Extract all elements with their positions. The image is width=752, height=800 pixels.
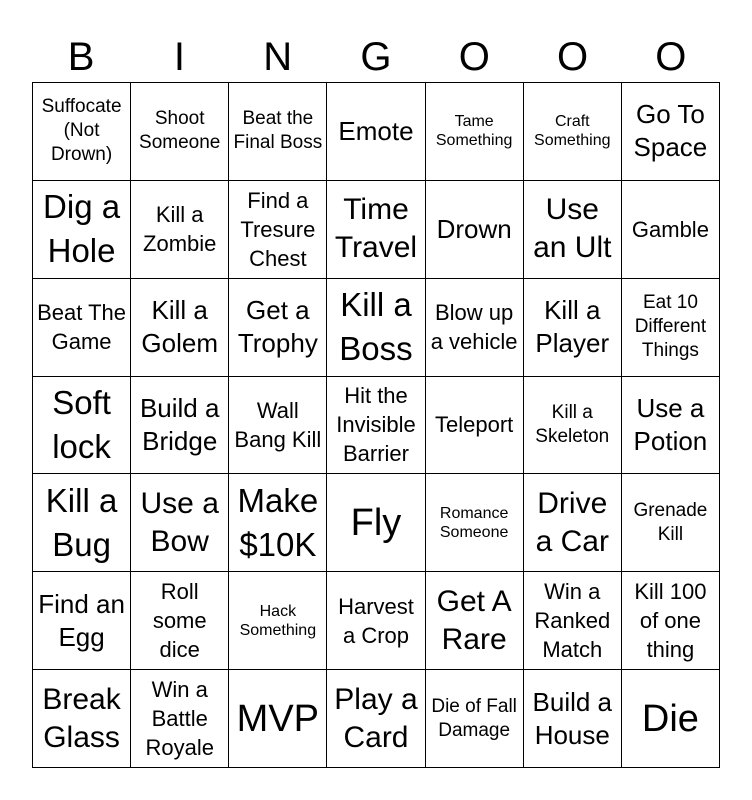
cell-label: Kill a Bug	[45, 481, 118, 563]
bingo-header	[32, 32, 720, 82]
bingo-cell[interactable]	[229, 474, 327, 572]
bingo-cell[interactable]	[622, 572, 720, 670]
cell-label: Get A Rare	[436, 584, 512, 656]
cell-label: Eat 10 Different Things	[634, 292, 707, 362]
bingo-grid	[32, 82, 720, 768]
bingo-cell[interactable]	[33, 83, 131, 181]
bingo-cell[interactable]	[229, 279, 327, 377]
bingo-cell[interactable]	[131, 181, 229, 279]
cell-label: Find a Tresure Chest	[240, 187, 316, 271]
header-letter-o-1: O	[458, 35, 490, 79]
header-letter-b: B	[67, 35, 95, 79]
header-letter-n: N	[263, 35, 293, 79]
cell-label: Use an Ult	[533, 193, 612, 265]
cell-label: Beat The Game	[37, 300, 127, 355]
cell-label: Use a Potion	[633, 392, 708, 456]
bingo-cell[interactable]	[131, 572, 229, 670]
cell-label: Drive a Car	[535, 486, 609, 558]
cell-label: MVP	[236, 697, 320, 740]
cell-label: Die of Fall Damage	[431, 695, 517, 741]
bingo-cell[interactable]	[524, 377, 622, 475]
cell-label: Shoot Someone	[139, 108, 221, 154]
bingo-cell[interactable]	[327, 670, 425, 768]
bingo-cell[interactable]	[426, 83, 524, 181]
cell-label: Kill a Zombie	[143, 202, 217, 257]
cell-label: Win a Ranked Match	[534, 579, 611, 663]
bingo-cell[interactable]	[524, 279, 622, 377]
bingo-cell[interactable]	[524, 474, 622, 572]
cell-label: Build a Bridge	[139, 392, 220, 456]
cell-label: Fly	[350, 501, 402, 544]
bingo-cell[interactable]	[327, 572, 425, 670]
cell-label: Build a House	[532, 686, 613, 750]
cell-label: Suffocate (Not Drown)	[41, 96, 122, 166]
bingo-cell[interactable]	[524, 181, 622, 279]
bingo-cell[interactable]	[622, 279, 720, 377]
bingo-cell[interactable]	[622, 670, 720, 768]
bingo-cell[interactable]	[33, 181, 131, 279]
cell-label: Roll some dice	[152, 579, 207, 663]
bingo-cell[interactable]	[229, 572, 327, 670]
bingo-cell[interactable]	[524, 83, 622, 181]
cell-label: Kill a Boss	[339, 286, 413, 368]
bingo-cell[interactable]	[327, 83, 425, 181]
cell-label: Use a Bow	[140, 486, 219, 558]
cell-label: Wall Bang Kill	[234, 397, 322, 452]
cell-label: Hit the Invisible Barrier	[336, 383, 416, 467]
bingo-cell[interactable]	[229, 670, 327, 768]
cell-label: Tame Something	[435, 113, 513, 150]
header-letter-i: I	[173, 35, 185, 79]
bingo-cell[interactable]	[622, 474, 720, 572]
bingo-cell[interactable]	[426, 181, 524, 279]
bingo-cell[interactable]	[33, 670, 131, 768]
bingo-cell[interactable]	[327, 279, 425, 377]
cell-label: Romance Someone	[439, 504, 509, 541]
bingo-cell[interactable]	[426, 572, 524, 670]
cell-label: Die	[641, 697, 699, 740]
bingo-cell[interactable]	[229, 377, 327, 475]
cell-label: Soft lock	[52, 383, 111, 465]
bingo-cell[interactable]	[131, 83, 229, 181]
cell-label: Grenade Kill	[633, 499, 708, 545]
cell-label: Break Glass	[42, 682, 121, 754]
header-letter-g: G	[360, 35, 392, 79]
cell-label: Play a Card	[334, 682, 418, 754]
cell-label: Kill a Skeleton	[535, 401, 610, 447]
cell-label: Go To Space	[633, 99, 708, 163]
cell-label: Make $10K	[237, 481, 319, 563]
bingo-cell[interactable]	[131, 279, 229, 377]
bingo-cell[interactable]	[33, 474, 131, 572]
header-letter-o-3: O	[655, 35, 687, 79]
cell-label: Drown	[436, 213, 512, 244]
bingo-cell[interactable]	[33, 279, 131, 377]
bingo-cell[interactable]	[229, 181, 327, 279]
cell-label: Hack Something	[239, 602, 317, 639]
cell-label: Gamble	[631, 216, 709, 242]
cell-label: Beat the Final Boss	[233, 108, 323, 154]
bingo-cell[interactable]	[524, 572, 622, 670]
bingo-cell[interactable]	[327, 474, 425, 572]
bingo-cell[interactable]	[524, 670, 622, 768]
cell-label: Kill a Golem	[141, 295, 218, 359]
bingo-cell[interactable]	[426, 279, 524, 377]
bingo-cell[interactable]	[131, 474, 229, 572]
bingo-cell[interactable]	[229, 83, 327, 181]
bingo-cell[interactable]	[131, 377, 229, 475]
bingo-cell[interactable]	[33, 572, 131, 670]
bingo-cell[interactable]	[327, 181, 425, 279]
cell-label: Harvest a Crop	[338, 593, 414, 648]
bingo-cell[interactable]	[33, 377, 131, 475]
cell-label: Dig a Hole	[43, 188, 121, 270]
cell-label: Kill 100 of one thing	[634, 579, 707, 663]
cell-label: Get a Trophy	[237, 295, 318, 359]
cell-label: Find an Egg	[38, 588, 125, 652]
bingo-cell[interactable]	[426, 377, 524, 475]
cell-label: Kill a Player	[535, 295, 610, 359]
cell-label: Craft Something	[534, 113, 611, 150]
bingo-cell[interactable]	[622, 83, 720, 181]
bingo-cell[interactable]	[426, 670, 524, 768]
cell-label: Blow up a vehicle	[430, 300, 518, 355]
bingo-cell[interactable]	[131, 670, 229, 768]
bingo-cell[interactable]	[327, 377, 425, 475]
bingo-cell[interactable]	[622, 377, 720, 475]
cell-label: Time Travel	[334, 193, 418, 265]
header-letter-o-2: O	[556, 35, 589, 79]
bingo-cell[interactable]	[426, 474, 524, 572]
cell-label: Emote	[338, 115, 414, 146]
bingo-cell[interactable]	[622, 181, 720, 279]
cell-label: Teleport	[434, 412, 514, 438]
cell-label: Win a Battle Royale	[145, 677, 214, 761]
